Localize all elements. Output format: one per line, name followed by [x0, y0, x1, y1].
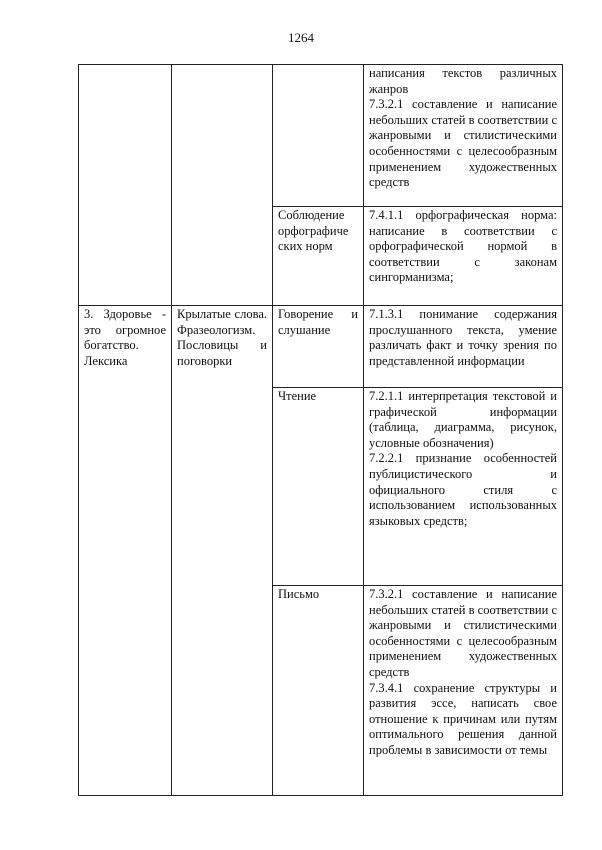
objective-text: 7.2.2.1 признание особенностей публицистического и официального стиля с использованием использованных языковых средств;	[369, 451, 557, 528]
objective-text: 7.4.1.1 орфографическая норма: написание в соответствии с орфографической нормой в соответствии с законам сингорманизма;	[369, 208, 557, 285]
objective-text: 7.3.2.1 составление и написание небольших статей в соответствии с жанровыми и стилистическими особенностями с целесообразным применением художественных средств	[369, 587, 557, 679]
skill-cell: Чтение	[273, 388, 364, 586]
objectives-cell	[364, 586, 563, 796]
theme-cell	[79, 65, 172, 306]
table-row	[79, 65, 563, 207]
curriculum-table	[78, 64, 563, 796]
theme-cell: 3. Здоровье - это огромное богатство. Лексика	[79, 306, 172, 796]
objectives-cell	[364, 306, 563, 388]
objective-text: 7.3.4.1 сохранение структуры и развития эссе, написать свое отношение к причинам или путям оптимального решения данной проблемы в зависимости от темы	[369, 680, 557, 757]
objective-text: написания текстов различных жанров	[369, 66, 557, 96]
skill-cell: Соблюдение орфографиче ских норм	[273, 207, 364, 306]
objective-text: 7.1.3.1 понимание содержания прослушанного текста, умение различать факт и точку зрения по представленной информации	[369, 307, 557, 368]
skill-cell: Письмо	[273, 586, 364, 796]
page-number: 1264	[288, 30, 314, 45]
objective-text: 7.2.1.1 интерпретация текстовой и графической информации (таблица, диаграмма, рисунок, условные обозначения)	[369, 389, 557, 450]
table-row	[79, 306, 563, 388]
objectives-cell	[364, 207, 563, 306]
skill-cell	[273, 65, 364, 207]
objectives-cell	[364, 65, 563, 207]
topic-cell	[172, 65, 273, 306]
topic-cell: Крылатые слова. Фразеологизм. Пословицы и поговорки	[172, 306, 273, 796]
skill-cell: Говорение и слушание	[273, 306, 364, 388]
objectives-cell	[364, 388, 563, 586]
objective-text: 7.3.2.1 составление и написание небольших статей в соответствии с жанровыми и стилистическими особенностями с целесообразным применением художественных средств	[369, 97, 557, 190]
